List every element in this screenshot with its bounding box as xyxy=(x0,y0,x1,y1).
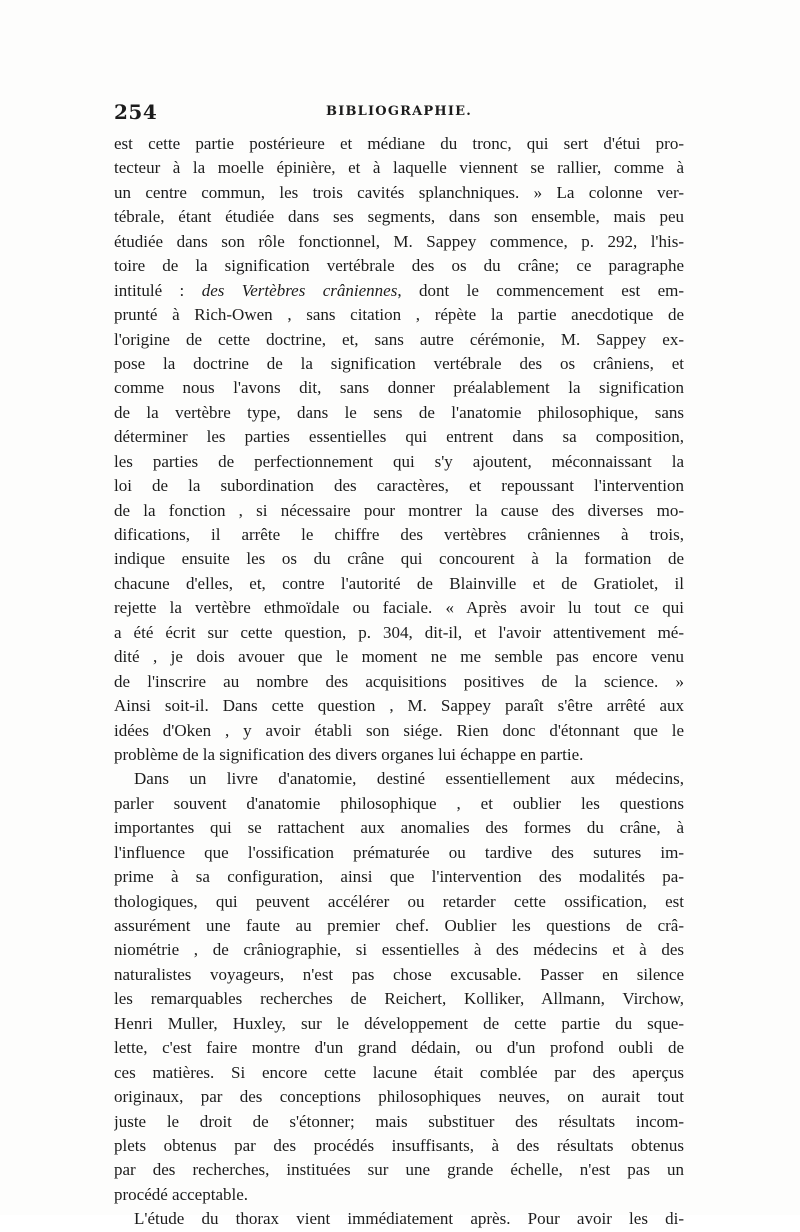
text-line: assurément une faute au premier chef. Oublier les questions de crâ- xyxy=(114,916,684,935)
text-line: thologiques, qui peuvent accélérer ou retarder cette ossification, est xyxy=(114,891,684,911)
page-header xyxy=(114,100,684,130)
text-line: plets obtenus par des procédés insuffisants, à des résultats obtenus xyxy=(114,1135,684,1155)
text-line: prime à sa configuration, ainsi que l'intervention des modalités pa- xyxy=(114,867,684,887)
text-segment: intitulé : xyxy=(114,280,185,300)
text-line: par des recherches, instituées sur une grande échelle, n'est pas un xyxy=(114,1160,684,1180)
text-line: l'origine de cette doctrine, et, sans autre cérémonie, M. Sappey ex- xyxy=(114,329,684,349)
paragraph-start-line: L'étude du thorax vient immédiatement après. Pour avoir les di- xyxy=(134,1209,684,1229)
text-line: étudiée dans son rôle fonctionnel, M. Sappey commence, p. 292, l'his- xyxy=(114,231,684,251)
text-line: problème de la signification des divers organes lui échappe en partie. xyxy=(114,744,584,764)
text-line: naturalistes voyageurs, n'est pas chose excusable. Passer en silence xyxy=(114,964,684,984)
text-line-with-title xyxy=(114,279,684,303)
text-line: de l'inscrire au nombre des acquisitions positives de la science. » xyxy=(114,671,684,691)
text-line: de la fonction , si nécessaire pour montrer la cause des diverses mo- xyxy=(114,500,684,520)
text-line: ces matières. Si encore cette lacune était comblée par des aperçus xyxy=(114,1062,684,1082)
text-line: Henri Muller, Huxley, sur le développement de cette partie du sque- xyxy=(114,1013,684,1033)
text-line: comme nous l'avons dit, sans donner préalablement la signification xyxy=(114,378,684,398)
text-line: l'influence que l'ossification prématurée ou tardive des sutures im- xyxy=(114,842,684,862)
text-line: originaux, par des conceptions philosophiques neuves, on aurait tout xyxy=(114,1087,684,1107)
text-line: difications, il arrête le chiffre des vertèbres crâniennes à trois, xyxy=(114,525,684,544)
page-number: 254 xyxy=(114,100,158,124)
italic-title: des Vertèbres crâniennes xyxy=(201,280,398,300)
paragraph-start-line: Dans un livre d'anatomie, destiné essentiellement aux médecins, xyxy=(134,769,684,789)
text-line: idées d'Oken , y avoir établi son siége. Rien donc d'étonnant que le xyxy=(114,720,684,740)
text-line: lette, c'est faire montre d'un grand dédain, ou d'un profond oubli de xyxy=(114,1038,684,1058)
text-line: toire de la signification vertébrale des os du crâne; ce paragraphe xyxy=(114,256,684,276)
text-line: Ainsi soit-il. Dans cette question , M. Sappey paraît s'être arrêté aux xyxy=(114,696,684,716)
text-line: les parties de perfectionnement qui s'y ajoutent, méconnaissant la xyxy=(114,451,684,471)
text-line: a été écrit sur cette question, p. 304, dit-il, et l'avoir attentivement mé- xyxy=(114,622,684,642)
text-segment: , dont le commencement est em- xyxy=(397,280,684,300)
text-line: un centre commun, les trois cavités splanchniques. » La colonne ver- xyxy=(114,182,684,202)
text-line: les remarquables recherches de Reichert, Kolliker, Allmann, Virchow, xyxy=(114,989,684,1009)
text-line: de la vertèbre type, dans le sens de l'anatomie philosophique, sans xyxy=(114,402,684,422)
text-line: prunté à Rich-Owen , sans citation , répète la partie anecdotique de xyxy=(114,305,684,325)
body-text xyxy=(114,132,684,1232)
running-head: BIBLIOGRAPHIE. xyxy=(326,104,472,119)
text-line: parler souvent d'anatomie philosophique , et oublier les questions xyxy=(114,793,684,813)
text-line: procédé acceptable. xyxy=(114,1184,249,1204)
text-line: tébrale, étant étudiée dans ses segments, dans son ensemble, mais peu xyxy=(114,207,684,227)
text-line: déterminer les parties essentielles qui entrent dans sa composition, xyxy=(114,427,684,447)
text-line: chacune d'elles, et, contre l'autorité de Blainville et de Gratiolet, il xyxy=(114,573,684,593)
text-line: loi de la subordination des caractères, et repoussant l'intervention xyxy=(114,476,684,496)
text-line: juste le droit de s'étonner; mais substituer des résultats incom- xyxy=(114,1111,684,1131)
text-line: tecteur à la moelle épinière, et à laquelle viennent se rallier, comme à xyxy=(114,158,684,178)
text-line: rejette la vertèbre ethmoïdale ou faciale. « Après avoir lu tout ce qui xyxy=(114,598,684,618)
text-line: indique ensuite les os du crâne qui concourent à la formation de xyxy=(114,549,684,569)
text-line: importantes qui se rattachent aux anomalies des formes du crâne, à xyxy=(114,818,684,838)
text-line: niométrie , de crâniographie, si essentielles à des médecins et à des xyxy=(114,940,684,960)
text-line: pose la doctrine de la signification vertébrale des os crâniens, et xyxy=(114,353,684,373)
text-line: dité , je dois avouer que le moment ne me semble pas encore venu xyxy=(114,647,684,667)
text-line: est cette partie postérieure et médiane du tronc, qui sert d'étui pro- xyxy=(114,134,684,153)
